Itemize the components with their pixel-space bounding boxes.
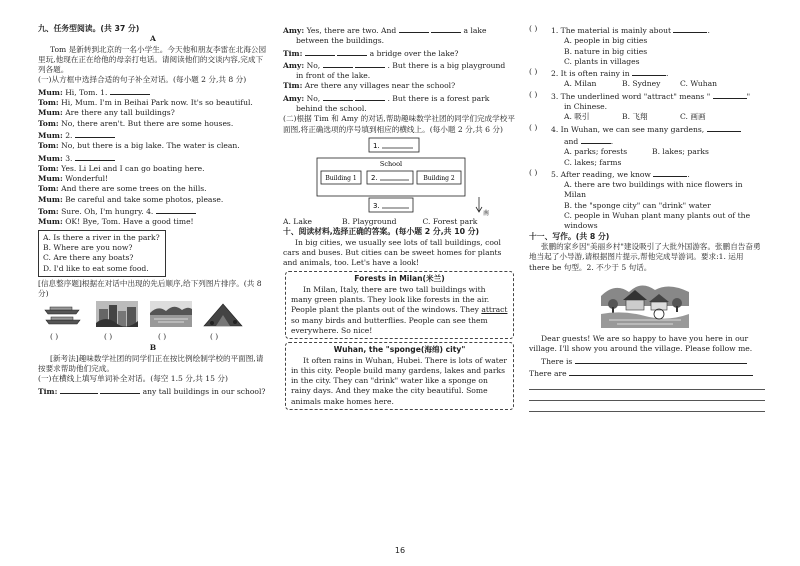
- writing-line-1: There is: [529, 355, 765, 367]
- school-plan: [283, 137, 516, 217]
- ordering-pictures: [38, 301, 268, 341]
- dialogue-text: between the buildings.: [296, 36, 385, 46]
- dialogue-text: Sure. Oh, I'm hungry. 4.: [61, 207, 154, 217]
- dialogue-text: Wonderful!: [65, 174, 109, 184]
- section11-title: 十一、写作。(共 8 分): [529, 231, 610, 241]
- option-a: A. Is there a river in the park?: [43, 232, 160, 242]
- option-c: [551, 211, 765, 232]
- question-3: [529, 90, 765, 123]
- dialogue-text: Yes. Li Lei and I can go boating here.: [61, 163, 205, 173]
- dialogue-line: [38, 119, 268, 129]
- dialogue-line: [38, 129, 268, 141]
- question-stem-cont: [551, 135, 765, 147]
- speaker-label: Tom:: [38, 118, 59, 128]
- dialogue-continuation: [283, 36, 516, 46]
- dialogue-text: Hi, Tom. 1.: [65, 87, 108, 97]
- option-text: C. people in Wuhan plant many plants out of the windows: [564, 211, 751, 231]
- dialogue-text: No,: [306, 60, 321, 70]
- new-tag: [新考法]: [50, 353, 79, 363]
- dialogue-line: [38, 164, 268, 174]
- blank-tim-1[interactable]: [60, 385, 98, 394]
- dialogue-text: Are there any villages near the school?: [304, 81, 456, 91]
- question-options: [551, 147, 765, 157]
- question-options: [551, 112, 765, 122]
- part-b-intro: [新考法]趣味数学社团的同学们正在按比例绘制学校的平面图,请按要求帮助他们完成。: [38, 353, 264, 374]
- writing-line-3[interactable]: [529, 379, 765, 390]
- reading-questions: [529, 24, 765, 232]
- dialogue-b: [283, 24, 516, 114]
- option-text: C. plants in villages: [564, 56, 640, 66]
- question-tail: .: [610, 136, 614, 146]
- writing-start: Dear guests! We are so happy to have you here in our village. I'll show you around the village. Please follow me.: [529, 334, 753, 354]
- dialogue-text: a lake: [463, 26, 487, 35]
- plan-school-label: School: [379, 159, 403, 168]
- dialogue-text: . But there is a big playground: [387, 60, 506, 70]
- plan-blank-3-label: 3.: [373, 201, 380, 210]
- dialogue-blank[interactable]: [323, 59, 353, 68]
- question-text: The material is mainly about: [560, 26, 672, 35]
- question-text: in Chinese.: [564, 102, 608, 112]
- question-tail: .: [707, 26, 710, 35]
- speaker-label: Tim:: [283, 81, 303, 91]
- dialogue-line: [283, 47, 516, 59]
- option-d: D. I'd like to eat some food.: [43, 263, 149, 273]
- answer-bracket-3[interactable]: ( ): [529, 89, 538, 99]
- picture-4-bracket[interactable]: ( ): [210, 332, 219, 342]
- question-tail: ": [746, 91, 751, 101]
- question-1: [529, 24, 765, 67]
- dialogue-a: [38, 86, 268, 228]
- section10-title: 十、阅读材料,选择正确的答案。(每小题 2 分,共 10 分): [283, 227, 480, 237]
- dialogue-blank[interactable]: [337, 47, 367, 56]
- dialogue-line: [38, 86, 268, 98]
- dialogue-text: 3.: [65, 153, 73, 163]
- attract-word: attract: [481, 305, 508, 315]
- plan-blank-1-label: 1.: [373, 141, 380, 150]
- plan-instruction: (二)根据 Tim 和 Amy 的对话,帮助趣味数学社团的同学们完成学校平面图,将正确选项的序号填到相应的横线上。(每小题 2 分,共 6 分): [283, 114, 515, 134]
- dialogue-blank[interactable]: [399, 24, 429, 33]
- question-blank-4[interactable]: [707, 123, 741, 132]
- dialogue-line: [283, 92, 516, 104]
- option-b: [551, 201, 765, 211]
- question-text: The underlined word "attract" means ": [560, 91, 711, 101]
- dialogue-blank-5[interactable]: [75, 129, 115, 138]
- dialogue-line: [38, 217, 268, 227]
- answer-bracket-5[interactable]: ( ): [529, 167, 538, 177]
- passage-wuhan: Wuhan, the "sponge(海绵) city" It often rains in Wuhan, Hubei. There is lots of water in this city. People build many gardens, lakes and parks in the city. They can "drink" water like a sponge on rainy days. And they make the city beautiful. Some animals make homes here.: [285, 342, 514, 410]
- writing-line-2: There are: [529, 367, 765, 379]
- question-text: and: [564, 136, 579, 146]
- answer-bracket-1[interactable]: ( ): [529, 24, 538, 33]
- question-stem: [551, 168, 765, 180]
- dialogue-text: a bridge over the lake?: [369, 48, 459, 58]
- lake-picture: [150, 301, 192, 327]
- picture-3-bracket[interactable]: ( ): [158, 332, 167, 342]
- question-blank-5[interactable]: [653, 168, 690, 179]
- question-blank-4b[interactable]: [581, 135, 614, 146]
- dialogue-text: Yes, there are two. And: [306, 26, 397, 35]
- part-b-label: B: [149, 343, 157, 353]
- plan-blank-2-label: 2.: [371, 173, 378, 182]
- speaker-label: Mum:: [38, 217, 63, 227]
- plan-options: A. Lake B. Playground C. Forest park: [283, 216, 478, 226]
- question-number: 4.: [551, 124, 559, 134]
- speaker-label: Amy:: [283, 60, 305, 70]
- dialogue-line: [283, 59, 516, 71]
- dialogue-text: No, there aren't. But there are some houses.: [61, 118, 234, 128]
- dialogue-line: [38, 205, 268, 217]
- question-number: 3.: [551, 91, 559, 101]
- tim-line: Tim: any tall buildings in our school?: [38, 386, 266, 396]
- dialogue-blank[interactable]: [431, 24, 461, 33]
- dialogue-line: [283, 24, 516, 36]
- question-options: [551, 79, 765, 89]
- column-right: [529, 24, 765, 412]
- hill-picture: [202, 301, 244, 327]
- school-plan-diagram: [283, 137, 516, 217]
- question-2: [529, 67, 765, 90]
- speaker-label: Mum:: [38, 108, 63, 118]
- dialogue-text: 2.: [65, 130, 73, 140]
- dialogue-line: [283, 81, 516, 91]
- dialogue-text: in front of the lake.: [296, 71, 371, 81]
- speaker-label: Tom:: [38, 184, 59, 194]
- part-a-intro: Tom 是新转到北京的一名小学生。今天他和朋友李雷在北海公园里玩,他现在正在给他的母亲打电话。请阅读他们的交谈内容,完成下列各题。: [38, 44, 267, 75]
- part-a-label: A: [150, 34, 156, 44]
- speaker-label: Mum:: [38, 194, 63, 204]
- option-text: A. there are two buildings with nice flowers in Milan: [564, 180, 743, 200]
- writing-blank-there-is[interactable]: [575, 355, 747, 364]
- answer-bracket-2[interactable]: ( ): [529, 67, 538, 77]
- dialogue-line: [38, 152, 268, 164]
- question-stem: [551, 123, 765, 135]
- sub1-instruction: (一)从方框中选择合适的句子补全对话。(每小题 2 分,共 8 分): [38, 75, 247, 85]
- option-b: B. lakes; parks: [652, 147, 709, 157]
- dialogue-line: [38, 108, 268, 118]
- plan-building-1: Building 1: [325, 174, 357, 182]
- dialogue-text: Hi, Mum. I'm in Beihai Park now. It's so beautiful.: [61, 98, 253, 108]
- buildings-picture: [96, 301, 138, 327]
- village-picture: [601, 276, 689, 328]
- dialogue-line: [38, 174, 268, 184]
- dialogue-blank[interactable]: [323, 92, 353, 101]
- question-5: [529, 168, 765, 232]
- section9-title: 九、任务型阅读。(共 37 分): [38, 24, 140, 33]
- speaker-label: Amy:: [283, 26, 305, 35]
- writing-line-5[interactable]: [529, 401, 765, 412]
- dialogue-continuation: [283, 104, 516, 114]
- question-number: 5.: [551, 169, 559, 179]
- section11-prompt: 张鹏的家乡因"美丽乡村"建设吸引了大批外国游客。张鹏自告奋勇地当起了小导游,请根据图片提示,帮他完成导游词。要求:1. 运用 there be 句型。2. 不少于 5 句话。: [529, 241, 761, 272]
- option-text: A. people in big cities: [564, 36, 648, 46]
- option-c: C. lakes; farms: [564, 157, 622, 167]
- option-text: B. nature in big cities: [564, 46, 648, 56]
- passage-milan: Forests in Milan(米兰) In Milan, Italy, there are two tall buildings with many green plants. They look like forests in the air. People plant the plants out of the windows. They attract so many birds and butterflies. People can see them everywhere. So nice!: [285, 271, 514, 339]
- column-middle: [283, 24, 516, 413]
- dialogue-text: behind the school.: [296, 104, 367, 114]
- column-left: [38, 24, 268, 397]
- question-text: After reading, we know: [560, 169, 651, 179]
- dialogue-blank[interactable]: [355, 59, 385, 68]
- option-c: C. Wuhan: [680, 79, 718, 89]
- question-number: 2.: [551, 69, 559, 79]
- dialogue-blank-1[interactable]: [110, 86, 150, 95]
- speaker-label: Mum:: [38, 174, 63, 184]
- option-c: [551, 57, 765, 67]
- options-box: [38, 230, 166, 277]
- picture-1-bracket[interactable]: ( ): [50, 332, 59, 342]
- passage-milan-title: Forests in Milan(米兰): [354, 274, 445, 284]
- plan-building-2: Building 2: [423, 174, 455, 182]
- option-c: C. Are there any boats?: [43, 253, 134, 263]
- writing-line-4[interactable]: [529, 390, 765, 401]
- question-stem: [551, 90, 765, 102]
- speaker-label: Tim:: [283, 48, 303, 58]
- option-b: B. Sydney: [622, 79, 661, 89]
- answer-bracket-4[interactable]: ( ): [529, 122, 538, 132]
- dialogue-continuation: [283, 71, 516, 81]
- question-tail: .: [666, 69, 669, 79]
- speaker-label: Amy:: [283, 93, 305, 103]
- question-number: 1.: [551, 26, 559, 35]
- dialogue-text: No, but there is a big lake. The water is clean.: [61, 141, 240, 151]
- option-b: B. 飞翔: [622, 112, 648, 122]
- question-text: It is often rainy in: [560, 69, 630, 79]
- dialogue-blank[interactable]: [355, 92, 385, 101]
- question-tail: .: [687, 169, 690, 179]
- dialogue-text: And there are some trees on the hills.: [61, 184, 207, 194]
- speaker-label: Tom:: [38, 141, 59, 151]
- speaker-label: Mum:: [38, 87, 63, 97]
- dialogue-text: Be careful and take some photos, please.: [65, 194, 224, 204]
- part-b-sub1: (一)在横线上填写单词补全对话。(每空 1.5 分,共 15 分): [38, 374, 228, 384]
- dialogue-blank-7[interactable]: [75, 152, 115, 161]
- speaker-label: Tom:: [38, 207, 59, 217]
- dialogue-line: [38, 184, 268, 194]
- question-4: [529, 123, 765, 168]
- dialogue-line: [38, 141, 268, 151]
- question-blank-3[interactable]: [713, 90, 747, 99]
- dialogue-text: . But there is a forest park: [387, 93, 490, 103]
- boats-picture: [42, 301, 84, 327]
- question-blank-2[interactable]: [632, 67, 669, 79]
- dialogue-blank-12[interactable]: [156, 205, 196, 214]
- page-number: 16: [394, 546, 406, 555]
- option-b: [551, 47, 765, 57]
- dialogue-line: [38, 195, 268, 205]
- question-stem-cont: [551, 102, 765, 112]
- question-stem: [551, 67, 765, 79]
- sub2-tag: [信息整序题]: [38, 278, 82, 288]
- option-a: A. parks; forests: [564, 147, 628, 157]
- picture-2-bracket[interactable]: ( ): [104, 332, 113, 342]
- speaker-label: Tom:: [38, 98, 59, 108]
- dialogue-text: No,: [306, 93, 321, 103]
- dialogue-text: OK! Bye, Tom. Have a good time!: [65, 217, 194, 227]
- option-a: A. Milan: [564, 79, 597, 89]
- speaker-label: Mum:: [38, 130, 63, 140]
- question-text: In Wuhan, we can see many gardens,: [560, 124, 705, 134]
- option-a: A. 吸引: [564, 112, 590, 122]
- question-blank-1[interactable]: [673, 24, 710, 35]
- speaker-label: Tom:: [38, 163, 59, 173]
- option-a: [551, 36, 765, 46]
- option-a: [551, 180, 765, 201]
- dialogue-text: Are there any tall buildings?: [65, 108, 175, 118]
- option-b: B. Where are you now?: [43, 242, 133, 252]
- sub2-instruction: [信息整序题]根据在对话中出现的先后顺序,给下列图片排序。(共 8 分): [38, 278, 262, 299]
- speaker-label: Mum:: [38, 153, 63, 163]
- passage-wuhan-title: Wuhan, the "sponge(海绵) city": [333, 345, 466, 355]
- south-label: 南: [483, 209, 490, 217]
- dialogue-line: [38, 98, 268, 108]
- section10-intro: In big cities, we usually see lots of tall buildings, cool cars and buses. But cities can be sweet homes for plants and animals, too. Let's have a look!: [283, 237, 502, 268]
- dialogue-blank[interactable]: [305, 47, 335, 56]
- question-stem: [551, 24, 765, 36]
- option-text: B. the "sponge city" can "drink" water: [564, 200, 711, 210]
- writing-blank-there-are[interactable]: [569, 367, 753, 376]
- blank-tim-2[interactable]: [100, 385, 140, 394]
- question-options: [551, 158, 765, 168]
- option-c: C. 画画: [680, 112, 706, 122]
